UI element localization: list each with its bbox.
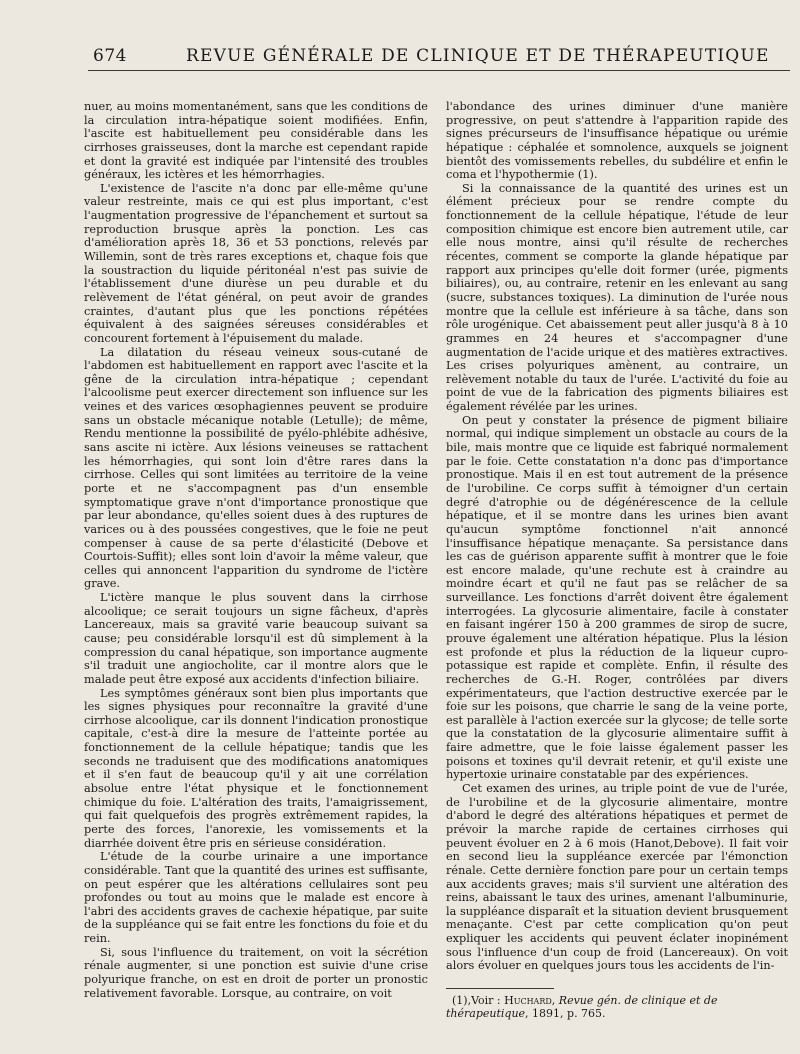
paragraph: Si la connaissance de la quantité des urines est un élément précieux pour se rendre compte du fonctionnement de la cellule hépatique, l'étude de leur composition chimique est encore bien autrement utile, car elle nous montre, ainsi qu'il résulte de recherches récentes, comment se comporte la glande hépatique par rapport aux principes qu'elle doit former (urée, pigments biliaires), ou, au contraire, retenir en les enlevant au sang (sucre, substances toxiques). La diminution de l'urée nous montre que la cellule est inférieure à sa tâche, dans son rôle urogénique. Cet abaissement peut aller jusqu'à 8 à 10 grammes en 24 heures et s'accompagner d'une augmentation de l'acide urique et des matières extractives. Les crises polyuriques amènent, au contraire, un relèvement notable du taux de l'urée. L'activité du foie au point de vue de la fabrication des pigments biliaires est également révélée par les urines. [446, 181, 788, 414]
paragraph: Si, sous l'influence du traitement, on voit la sécrétion rénale augmenter, si une ponction est suivie d'une crise polyurique franche, on est en droit de porter un pronostic relativement favorable. Lorsque, au contraire, on voit [84, 945, 428, 1000]
footnote [446, 994, 786, 1020]
footnote-author: Huchard [504, 994, 552, 1007]
header-rule [88, 70, 790, 71]
paragraph: L'existence de l'ascite n'a donc par elle-même qu'une valeur restreinte, mais ce qui est plus important, c'est l'augmentation progressive de l'épanchement et surtout sa reproduction brusque après la ponction. Les cas d'amélioration après 18, 36 et 53 ponctions, relevés par Willemin, sont de très rares exceptions et, chaque fois que la soustraction du liquide péritonéal n'est pas suivie de l'établissement d'une diurèse un peu durable et du relèvement de l'état général, on peut avoir de grandes craintes, d'autant plus que les ponctions répétées équivalent à des saignées séreuses considérables et concourent fortement à l'épuisement du malade. [84, 181, 428, 345]
paragraph: L'ictère manque le plus souvent dans la cirrhose alcoolique; ce serait toujours un signe fâcheux, d'après Lancereaux, mais sa gravité varie beaucoup suivant sa cause; peu considérable lorsqu'il est dû simplement à la compression du canal hépatique, son importance augmente s'il traduit une angiocholite, car il montre alors que le malade peut être exposé aux accidents d'infection biliaire. [84, 591, 428, 686]
paragraph: nuer, au moins momentanément, sans que les conditions de la circulation intra-hépatique soient modifiées. Enfin, l'ascite est habituellement peu considérable dans les cirrhoses graisseuses, dont la marche est cependant rapide et dont la gravité est indiquée par l'intensité des troubles généraux, les ictères et les hémorrhagies. [84, 100, 428, 182]
paragraph: Cet examen des urines, au triple point de vue de l'urée, de l'urobiline et de la glycosurie alimentaire, montre d'abord le degré des altérations hépatiques et permet de prévoir la marche rapide de certaines cirrhoses qui peuvent évoluer en 2 à 6 mois (Hanot,Debove). Il fait voir en second lieu la suppléance exercée par l'émonction rénale. Cette dernière fonction pare pour un certain temps aux accidents graves; mais s'il survient une altération des reins, abaissant le taux des urines, amenant l'albuminurie, la suppléance disparaît et la situation devient brusquement menaçante. C'est par cette complication qu'on peut expliquer les accidents qui peuvent éclater inopinément sous l'influence d'un coup de froid (Lancereaux). On voit alors évoluer en quelques jours tous les accidents de l'in- [446, 782, 788, 973]
running-title: REVUE GÉNÉRALE DE CLINIQUE ET DE THÉRAPEUTIQUE [186, 46, 770, 66]
footnote-prefix: (1),Voir : [452, 994, 505, 1007]
footnote-separator: , [551, 994, 559, 1007]
paragraph: La dilatation du réseau veineux sous-cutané de l'abdomen est habituellement en rapport avec l'ascite et la gêne de la circulation intra-hépatique ; cependant l'alcoolisme peut exercer directement son influence sur les veines et des varices œsophagiennes peuvent se produire sans un obstacle mécanique notable (Letulle); de même, Rendu mentionne la possibilité de pyélo-phlébite adhésive, sans ascite ni ictère. Aux lésions veineuses se rattachent les hémorrhagies, qui sont loin d'être rares dans la cirrhose. Celles qui sont limitées au territoire de la veine porte et ne s'accompagnent pas d'un ensemble symptomatique grave n'ont d'importance pronostique que par leur abondance, qu'elles soient dues à des ruptures de varices ou à des poussées congestives, que le foie ne peut compenser à cause de sa perte d'élasticité (Debove et Courtois-Suffit); elles sont loin d'avoir la même valeur, que celles qui annoncent l'apparition du syndrome de l'ictère grave. [84, 345, 428, 591]
footnote-journal: Revue gén. de clinique et de thérapeutique [446, 994, 718, 1020]
footnote-rule [446, 988, 554, 989]
page-number: 674 [93, 46, 127, 66]
paragraph: L'étude de la courbe urinaire a une importance considérable. Tant que la quantité des urines est suffisante, on peut espérer que les altérations cellulaires sont peu profondes ou tout au moins que le malade est encore à l'abri des accidents graves de cachexie hépatique, par suite de la suppléance qui se fait entre les fonctions du foie et du rein. [84, 850, 428, 946]
page-header [0, 40, 800, 70]
footnote-suffix: , 1891, p. 765. [525, 1007, 606, 1020]
left-column [84, 100, 428, 1000]
paragraph: Les symptômes généraux sont bien plus importants que les signes physiques pour reconnaître la gravité d'une cirrhose alcoolique, car ils donnent l'indication pronostique capitale, c'est-à dire la mesure de l'atteinte portée au fonctionnement de la cellule hépatique; tandis que les seconds ne traduisent que des modifications anatomiques et il s'en faut de beaucoup qu'il y ait une corrélation absolue entre l'état physique et le fonctionnement chimique du foie. L'altération des traits, l'amaigrissement, qui fait quelquefois des progrès extrêmement rapides, la perte des forces, l'anorexie, les vomissements et la diarrhée doivent être pris en sérieuse considération. [84, 686, 428, 850]
paragraph: l'abondance des urines diminuer d'une manière progressive, on peut s'attendre à l'apparition rapide des signes précurseurs de l'insuffisance hépatique ou urémie hépatique : céphalée et somnolence, auxquels se joignent bientôt des vomissements rebelles, du subdélire et enfin le coma et l'hypothermie (1). [446, 100, 788, 182]
right-column [446, 100, 788, 973]
paragraph: On peut y constater la présence de pigment biliaire normal, qui indique simplement un obstacle au cours de la bile, mais montre que ce liquide est fabriqué normalement par le foie. Cette constatation n'a donc pas d'importance pronostique. Mais il en est tout autrement de la présence de l'urobiline. Ce corps suffit à témoigner d'un certain degré d'atrophie ou de dégénérescence de la cellule hépatique, et il se montre dans les urines bien avant qu'aucun symptôme fonctionnel n'ait annoncé l'insuffisance hépatique menaçante. Sa persistance dans les cas de guérison apparente suffit à montrer que le foie est encore malade, qu'une rechute est à craindre au moindre écart et qu'il ne faut pas se relâcher de sa surveillance. Les fonctions d'arrêt doivent être également interrogées. La glycosurie alimentaire, facile à constater en faisant ingérer 150 à 200 grammes de sirop de sucre, prouve également une altération hépatique. Plus la lésion est profonde et plus la réduction de la liqueur cupro-potassique est rapide et complète. Enfin, il résulte des recherches de G.-H. Roger, contrôlées par divers expérimentateurs, que l'action destructive exercée par le foie sur les poisons, que charrie le sang de la veine porte, est parallèle à l'action exercée sur la glycose; de telle sorte que la constatation de la glycosurie alimentaire suffit à faire admettre, que le foie laisse également passer les poisons et toxines qu'il devrait retenir, et qu'il existe une hypertoxie urinaire constatable par des expériences. [446, 413, 788, 782]
